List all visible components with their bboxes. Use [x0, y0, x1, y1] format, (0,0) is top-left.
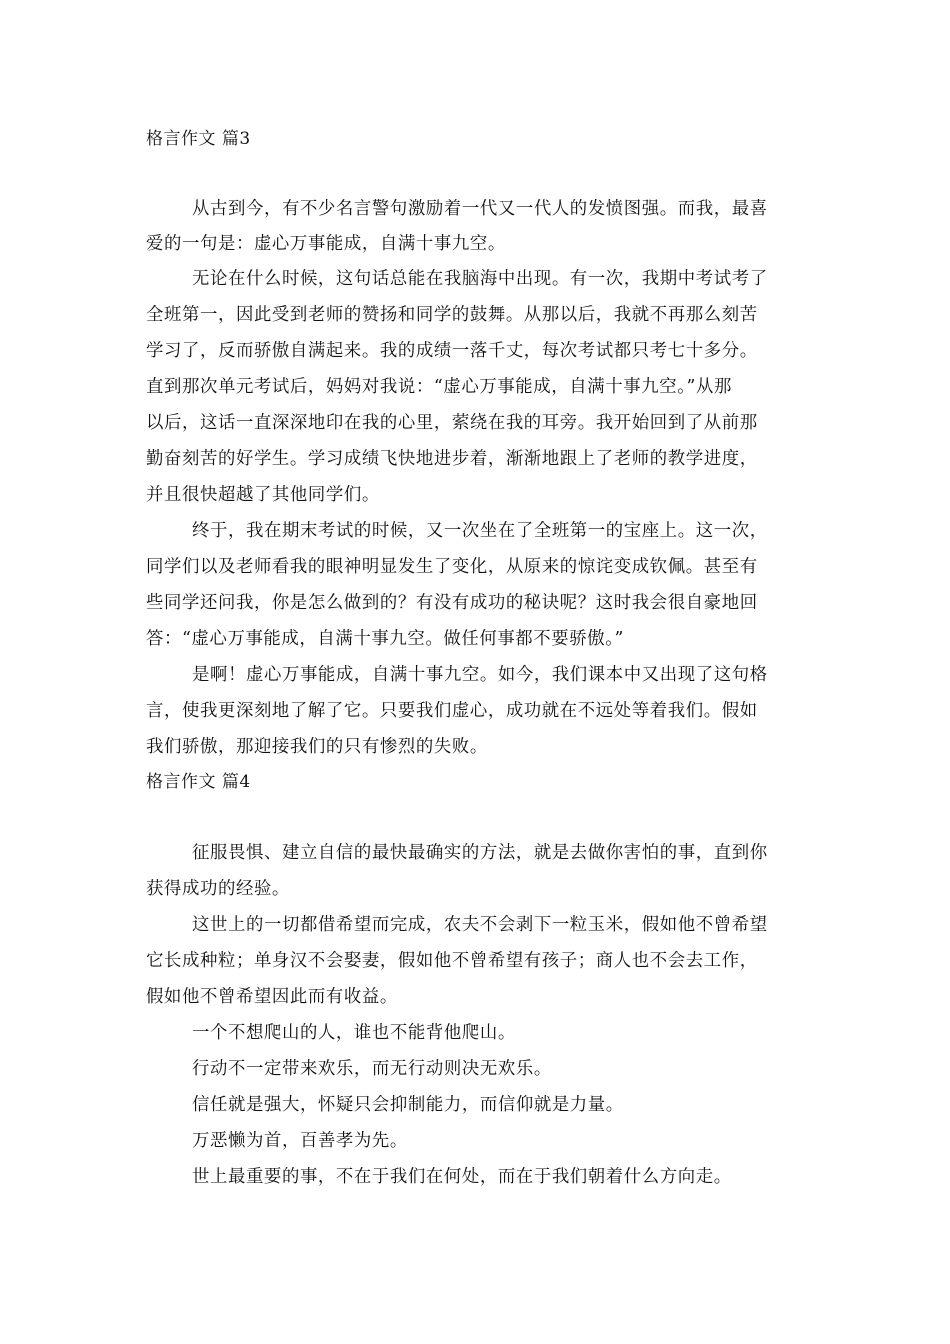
paragraph-line: 并且很快超越了其他同学们。 [146, 485, 380, 505]
paragraph-line: 全班第一，因此受到老师的赞扬和同学的鼓舞。从那以后，我就不再那么刻苦 [146, 305, 758, 325]
paragraph-line: 答：“虚心万事能成，自满十事九空。做任何事都不要骄傲。” [146, 629, 625, 649]
paragraph-line: 我们骄傲，那迎接我们的只有惨烈的失败。 [146, 737, 488, 757]
paragraph-line: 爱的一句是：虚心万事能成，自满十事九空。 [146, 234, 506, 254]
paragraph-line: 从古到今，有不少名言警句激励着一代又一代人的发愤图强。而我，最喜 [192, 199, 768, 219]
section-4-title: 格言作文 篇4 [146, 772, 251, 792]
paragraph-line: 勤奋刻苦的好学生。学习成绩飞快地进步着，渐渐地跟上了老师的教学进度， [146, 449, 758, 469]
paragraph-line: 些同学还问我，你是怎么做到的？有没有成功的秘诀呢？这时我会很自豪地回 [146, 593, 758, 613]
paragraph-line: 行动不一定带来欢乐，而无行动则决无欢乐。 [192, 1059, 552, 1079]
paragraph-line: 信任就是强大，怀疑只会抑制能力，而信仰就是力量。 [192, 1095, 624, 1115]
paragraph-line: 一个不想爬山的人，谁也不能背他爬山。 [192, 1023, 516, 1043]
paragraph-line: 同学们以及老师看我的眼神明显发生了变化，从原来的惊诧变成钦佩。甚至有 [146, 557, 758, 577]
paragraph-line: 终于，我在期末考试的时候，又一次坐在了全班第一的宝座上。这一次， [192, 521, 768, 541]
paragraph-line: 学习了，反而骄傲自满起来。我的成绩一落千丈，每次考试都只考七十多分。 [146, 341, 758, 361]
paragraph-line: 这世上的一切都借希望而完成，农夫不会剥下一粒玉米，假如他不曾希望 [192, 915, 768, 935]
paragraph-line: 是啊！虚心万事能成，自满十事九空。如今，我们课本中又出现了这句格 [192, 665, 768, 685]
paragraph-line: 直到那次单元考试后，妈妈对我说：“虚心万事能成，自满十事九空。”从那 [146, 377, 732, 397]
paragraph-line: 言，使我更深刻地了解了它。只要我们虚心，成功就在不远处等着我们。假如 [146, 701, 758, 721]
paragraph-line: 获得成功的经验。 [146, 879, 290, 899]
paragraph-line: 无论在什么时候，这句话总能在我脑海中出现。有一次，我期中考试考了 [192, 269, 768, 289]
section-3-title: 格言作文 篇3 [146, 129, 251, 149]
paragraph-line: 它长成种粒；单身汉不会娶妻，假如他不曾希望有孩子；商人也不会去工作， [146, 951, 758, 971]
paragraph-line: 世上最重要的事，不在于我们在何处，而在于我们朝着什么方向走。 [192, 1167, 732, 1187]
paragraph-line: 征服畏惧、建立自信的最快最确实的方法，就是去做你害怕的事，直到你 [192, 843, 768, 863]
paragraph-line: 万恶懒为首，百善孝为先。 [192, 1131, 408, 1151]
paragraph-line: 假如他不曾希望因此而有收益。 [146, 987, 398, 1007]
paragraph-line: 以后，这话一直深深地印在我的心里，萦绕在我的耳旁。我开始回到了从前那 [146, 413, 758, 433]
